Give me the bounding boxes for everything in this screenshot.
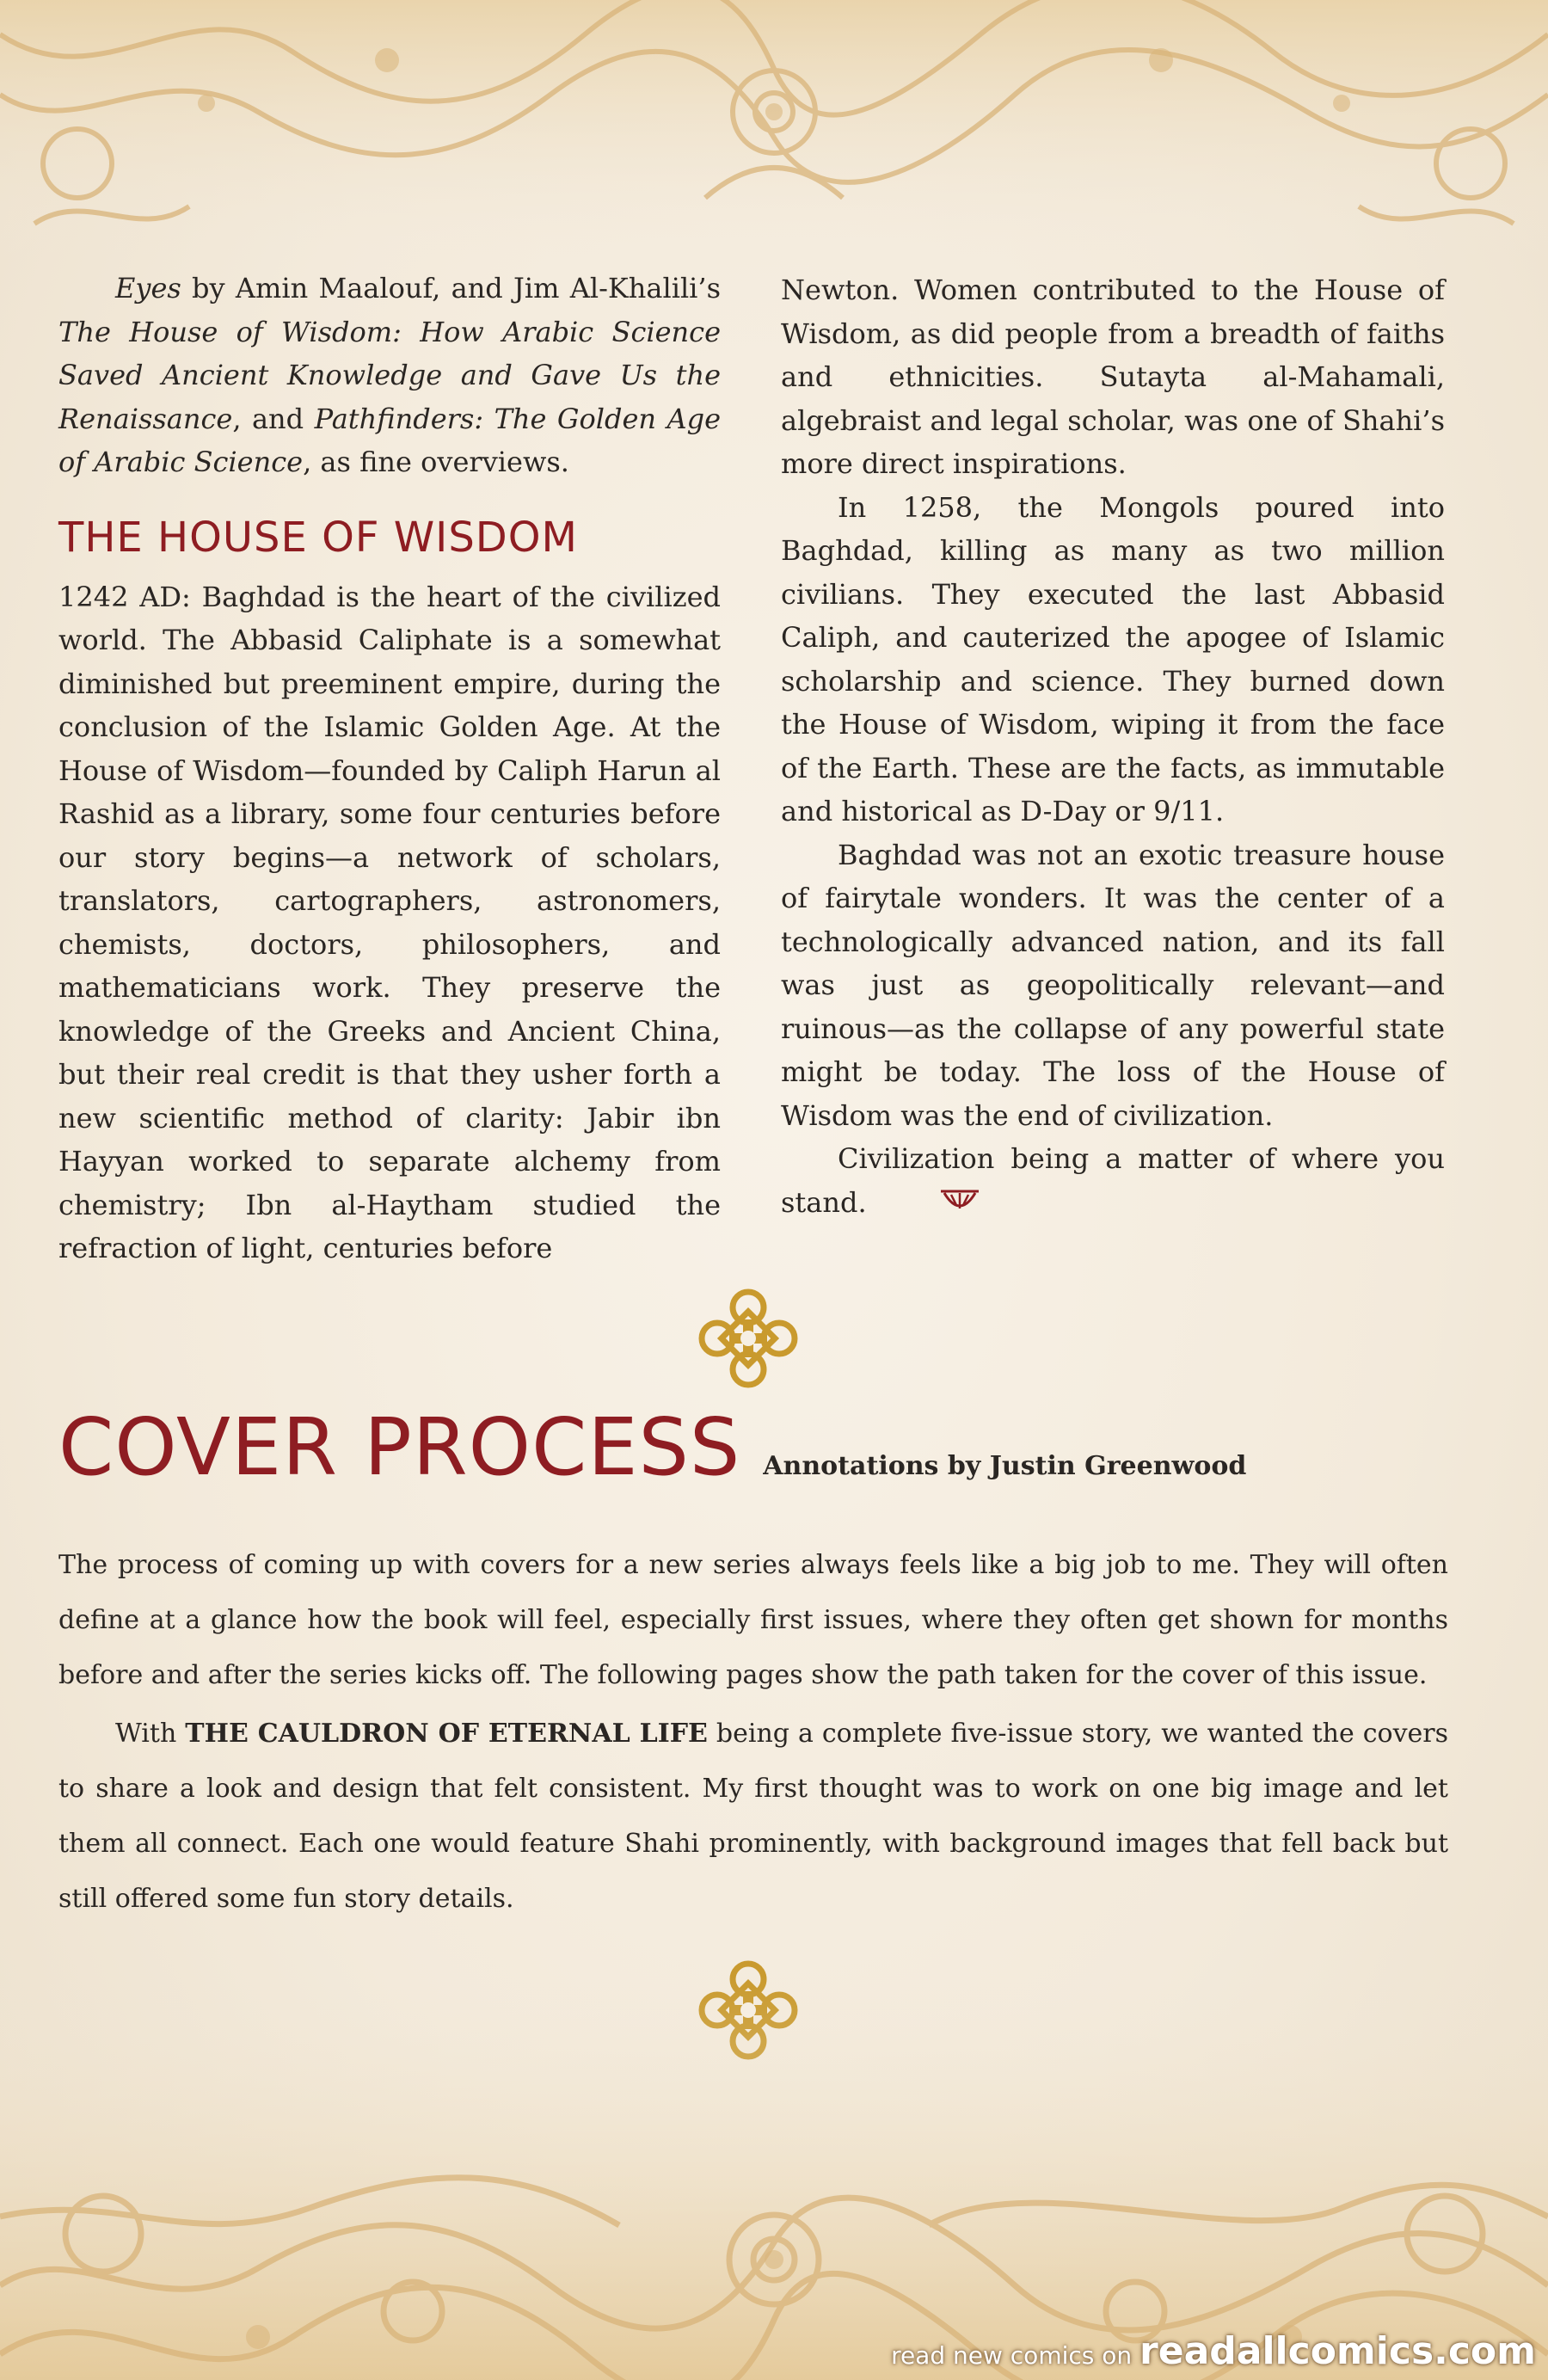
house-of-wisdom-paragraph: 1242 AD: Baghdad is the heart of the civilized world. The Abbasid Caliphate is a somewhat diminished but preeminent empire, during the conclusion of the Islamic Golden Age. At the House of Wisdom—founded by Caliph Harun al Rashid as a library, some four centuries before our story begins—a network of scholars, translators, cartographers, astronomers, chemists, doctors, philosophers, and mathematicians work. They preserve the knowledge of the Greeks and Ancient China, but their real credit is that they usher forth a new scientific method of clarity: Jabir ibn Hayyan worked to separate alchemy from chemistry; Ibn al-Haytham studied the refraction of light, centuries before [58,580,721,1264]
top-ornament-border [0,0,1548,258]
site-watermark [891,2329,1536,2373]
closing-line: Civilization being a matter of where you stand. [781,1142,1445,1219]
cover-paragraph-2-rest: being a complete five-issue story, we wanted the covers to share a look and design that felt consistent. My first thought was to work on one big image and let them all connect. Each one would feature Shahi prominently, with background images that fell back but still offered some fun story details. [58,1719,1449,1914]
intro-book-title-1: Eyes [115,272,181,304]
intro-paragraph [58,267,721,484]
right-paragraph-3: Baghdad was not an exotic treasure house of fairytale wonders. It was the center of a technologically advanced nation, and its fall was just as geopolitically relevant—and ruinous—as the collapse of any powerful state might be today. The loss of the House of Wisdom was the end of civilization. [781,838,1445,1132]
cover-paragraph-2 [58,1707,1448,1927]
intro-book-title-2: The House of Wisdom: How Arabic Science Saved Ancient Knowledge and Gave Us the Renaissance [58,315,721,435]
bottom-ornament-border [0,1976,1548,2380]
watermark-site-name: readallcomics.com [1140,2329,1536,2373]
series-title: THE CAULDRON OF ETERNAL LIFE [185,1719,708,1749]
intro-text-2: , and [232,402,315,435]
left-column [58,267,721,1270]
cover-process-subtitle: Annotations by Justin Greenwood [763,1451,1247,1481]
medallion-icon [695,1285,802,1395]
right-column [781,268,1445,1226]
cover-process-body [58,1538,1448,1927]
cover-process-title: COVER PROCESS [58,1401,741,1493]
cover-paragraph-1: The process of coming up with covers for a new series always feels like a big job to me. They will often define at a glance how the book will feel, especially first issues, where they often get shown for months before and after the series kicks off. The following pages show the path taken for the cover of this issue. [58,1550,1448,1690]
intro-book-title-3: Pathfinders: The Golden Age of Arabic Science [58,402,722,478]
end-mark-icon [882,1183,980,1227]
intro-text-1: by Amin Maalouf, and Jim Al-Khalili’s [181,272,721,304]
cover-paragraph-2-start: With [115,1719,186,1749]
section-heading [58,512,721,563]
intro-text-3: , as fine overviews. [303,446,569,478]
section-heading-text: THE HOUSE OF WISDOM [58,513,578,562]
cover-process-header [58,1400,1520,1495]
right-paragraph-4 [781,1137,1445,1226]
right-paragraph-2: In 1258, the Mongols poured into Baghdad, killing as many as two million civilians. They executed the last Abbasid Caliph, and cauterized the apogee of Islamic scholarship and science. They burned down the House of Wisdom, wiping it from the face of the Earth. These are the facts, as immutable and historical as D-Day or 9/11. [781,490,1445,827]
right-paragraph-1: Newton. Women contributed to the House of Wisdom, as did people from a breadth of faiths and ethnicities. Sutayta al-Mahamali, algebraist and legal scholar, was one of Shahi’s more direct inspirations. [781,274,1445,480]
watermark-prefix: read new comics on [891,2341,1140,2370]
